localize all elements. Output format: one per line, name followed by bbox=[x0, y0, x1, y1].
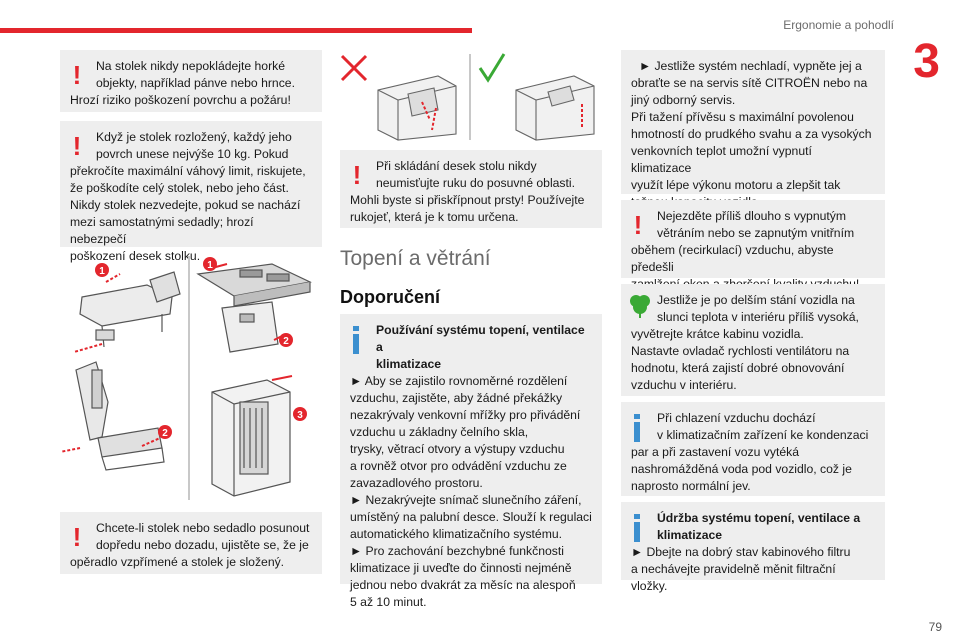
text-line: nashromážděná voda pod vozidlo, což je bbox=[631, 462, 852, 476]
info-box-condensation bbox=[621, 402, 885, 496]
step-marker-label: 1 bbox=[99, 266, 105, 277]
info-icon bbox=[631, 514, 643, 544]
warning-box-seat-move bbox=[60, 512, 322, 574]
table-hand-illustration bbox=[338, 50, 602, 142]
text-line: Hrozí riziko poškození povrchu a požáru! bbox=[70, 93, 291, 107]
text-line: mezi samostatnými sedadly; hrozí nebezpečí bbox=[70, 215, 254, 246]
step-marker-label: 3 bbox=[297, 410, 303, 421]
text-line: Používání systému topení, ventilace a bbox=[376, 323, 585, 354]
text-line: ► Jestliže systém nechladí, vypněte jej a bbox=[639, 59, 862, 73]
text-line: vzduchu u základny čelního skla, bbox=[350, 425, 529, 439]
text-line: ► Pro zachování bezchybné funkčnosti bbox=[350, 544, 564, 558]
warning-icon: ! bbox=[72, 60, 82, 90]
text-line: oběhem (recirkulací) vzduchu, abyste předešli bbox=[631, 243, 834, 274]
text-line: klimatizace bbox=[376, 357, 442, 371]
text-line: Mohli byste si přiskřípnout prsty! Používejte bbox=[350, 193, 585, 207]
warning-box-weight-limit bbox=[60, 121, 322, 263]
info-box-hvac-usage bbox=[340, 314, 602, 609]
text-line: povrch unese nejvýše 10 kg. Pokud bbox=[96, 147, 289, 161]
text-line: dopředu nebo dozadu, ujistěte se, že je bbox=[96, 538, 309, 552]
warning-icon: ! bbox=[352, 160, 362, 190]
check-icon bbox=[480, 54, 504, 80]
text-line: venkovních teplot umožní vypnutí klimatizace bbox=[631, 144, 812, 175]
section-title: Topení a větrání bbox=[340, 247, 491, 270]
step-marker-label: 2 bbox=[283, 336, 289, 347]
warning-icon: ! bbox=[72, 131, 82, 161]
text-line: neumisťujte ruku do posuvné oblasti. bbox=[376, 176, 576, 190]
text-line: v klimatizačním zařízení ke kondenzaci bbox=[657, 428, 869, 442]
text-line: Nikdy stolek nezvedejte, pokud se nachází bbox=[70, 198, 301, 212]
text-line: slunci teplota v interiéru příliš vysoká, bbox=[657, 310, 859, 324]
text-line: klimatizace ji uveďte do činnosti nejméně bbox=[350, 561, 572, 575]
text-line: hodnotu, která zajistí dobré obnovování bbox=[631, 361, 845, 375]
seat-side-drawing bbox=[76, 362, 164, 470]
text-line: jednou nebo dvakrát za měsíc na alespoň bbox=[350, 578, 576, 592]
info-icon bbox=[631, 414, 643, 444]
text-line: větráním nebo se zapnutým vnitřním bbox=[657, 226, 855, 240]
text-line: trysky, větrací otvory a výstupy vzduchu bbox=[350, 442, 565, 456]
text-line: vyvětrejte krátce kabinu vozidla. bbox=[631, 327, 804, 341]
text-line: ► Dbejte na dobrý stav kabinového filtru bbox=[631, 545, 851, 559]
text-line: obraťte se na servis sítě CITROËN nebo na bbox=[631, 76, 868, 90]
chapter-number: 3 bbox=[913, 35, 940, 88]
text-line: 5 až 10 minut. bbox=[350, 595, 427, 609]
text-line: objekty, například pánve nebo hrnce. bbox=[96, 76, 295, 90]
text-line: vzduchu, zajistěte, aby žádné překážky bbox=[350, 391, 563, 405]
text-line: ► Aby se zajistilo rovnoměrné rozdělení bbox=[350, 374, 568, 388]
text-line: a nechávejte pravidelně měnit filtrační vložky. bbox=[631, 562, 836, 593]
text-box-no-cooling bbox=[621, 50, 885, 194]
seat-folded-drawing bbox=[80, 272, 180, 347]
text-line: rukojeť, která je k tomu určena. bbox=[350, 210, 519, 224]
info-box-maintenance bbox=[621, 502, 885, 593]
text-line: Při chlazení vzduchu dochází bbox=[657, 411, 816, 425]
text-line: poškození desek stolku. bbox=[70, 249, 201, 263]
page-number: 79 bbox=[928, 620, 942, 634]
table-extended-drawing bbox=[198, 264, 310, 352]
eco-box-ventilation bbox=[621, 284, 885, 396]
warning-box-hot-objects bbox=[60, 50, 322, 112]
text-line: jiný odborný servis. bbox=[631, 93, 736, 107]
text-line: Chcete-li stolek nebo sedadlo posunout bbox=[96, 521, 310, 535]
text-line: par a při zastavení vozu vytéká bbox=[631, 445, 800, 459]
text-line: naprosto normální jev. bbox=[631, 479, 751, 493]
eco-leaf-icon bbox=[629, 293, 651, 319]
cross-icon bbox=[342, 56, 366, 80]
text-line: Na stolek nikdy nepokládejte horké bbox=[96, 59, 286, 73]
text-line: že poškodíte celý stolek, nebo jeho část. bbox=[70, 181, 289, 195]
table-console-drawing bbox=[212, 380, 290, 496]
text-line: překročíte maximální váhový limit, riskujete, bbox=[70, 164, 306, 178]
text-line: a rovněž otvor pro odvádění vzduchu ze bbox=[350, 459, 567, 473]
text-line: vzduchu v interiéru. bbox=[631, 378, 737, 392]
text-line: ► Nezakrývejte snímač slunečního záření, bbox=[350, 493, 582, 507]
text-line: umístěný na palubní desce. Slouží k regulaci bbox=[350, 510, 592, 524]
text-line: klimatizace bbox=[657, 528, 723, 542]
text-line: nezakrývaly venkovní mřížky pro přivádění bbox=[350, 408, 581, 422]
text-line: Při skládání desek stolu nikdy bbox=[376, 159, 537, 173]
top-accent-bar bbox=[0, 28, 472, 33]
warning-box-pinch bbox=[340, 150, 602, 228]
text-line: zavazadlového prostoru. bbox=[350, 476, 483, 490]
warning-box-recirculation bbox=[621, 200, 885, 278]
chapter-title: Ergonomie a pohodlí bbox=[783, 18, 894, 32]
text-line: Při tažení přívěsu s maximální povolenou bbox=[631, 110, 854, 124]
step-marker-label: 1 bbox=[207, 260, 213, 271]
text-line: hmotností do prudkého svahu a za vysokých bbox=[631, 127, 872, 141]
text-line: využít lépe výkonu motoru a zlepšit tak bbox=[631, 178, 841, 192]
subsection-title: Doporučení bbox=[340, 287, 441, 307]
text-line: opěradlo vzpřímené a stolek je složený. bbox=[70, 555, 285, 569]
warning-icon: ! bbox=[72, 522, 82, 552]
text-line: Údržba systému topení, ventilace a bbox=[657, 511, 861, 525]
step-marker-label: 2 bbox=[162, 428, 168, 439]
warning-icon: ! bbox=[633, 210, 643, 240]
text-line: Jestliže je po delším stání vozidla na bbox=[657, 293, 855, 307]
text-line: Nastavte ovladač rychlosti ventilátoru na bbox=[631, 344, 850, 358]
text-line: automatického klimatizačního systému. bbox=[350, 527, 563, 541]
text-line: Nejezděte příliš dlouho s vypnutým bbox=[657, 209, 847, 223]
seat-table-illustration bbox=[62, 252, 322, 502]
info-icon bbox=[350, 326, 362, 356]
text-line: Když je stolek rozložený, každý jeho bbox=[96, 130, 292, 144]
